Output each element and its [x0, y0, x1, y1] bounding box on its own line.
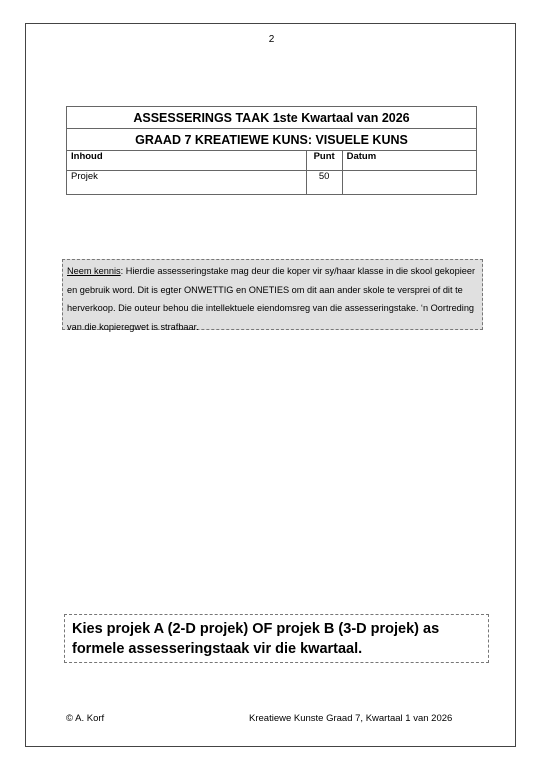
cell-punt: 50: [306, 171, 342, 195]
page-number: 2: [268, 34, 275, 45]
header-inhoud: Inhoud: [67, 151, 307, 171]
project-choice-callout: Kies projek A (2-D projek) OF projek B (3-D projek) as formele assesseringstaak vir die kwartaal.: [64, 614, 489, 663]
copyright-notice: [62, 259, 483, 330]
table-subtitle-row: [67, 129, 477, 151]
footer-author: © A. Korf: [66, 713, 105, 724]
notice-text: : Hierdie assesseringstake mag deur die koper vir sy/haar klasse in die skool gekopieer en gebruik word. Dit is egter ONWETTIG en ONETIES om dit aan ander skole te versprei of dit te herverkoop. Die outeur behou die intellektuele eiendomsreg van die assesseringstake. ‘n Oortreding van die kopieregwet is strafbaar.: [67, 266, 476, 332]
table-title-row: [67, 107, 477, 129]
assessment-table: [66, 106, 477, 195]
header-punt: Punt: [306, 151, 342, 171]
header-datum: Datum: [342, 151, 476, 171]
table-subtitle: GRAAD 7 KREATIEWE KUNS: VISUELE KUNS: [67, 129, 477, 151]
footer-course: Kreatiewe Kunste Graad 7, Kwartaal 1 van 2026: [249, 713, 453, 724]
cell-inhoud: Projek: [67, 171, 307, 195]
notice-label: Neem kennis: [67, 266, 121, 276]
table-header-row: [67, 151, 477, 171]
table-row: [67, 171, 477, 195]
table-title: ASSESSERINGS TAAK 1ste Kwartaal van 2026: [67, 107, 477, 129]
cell-datum: [342, 171, 476, 195]
